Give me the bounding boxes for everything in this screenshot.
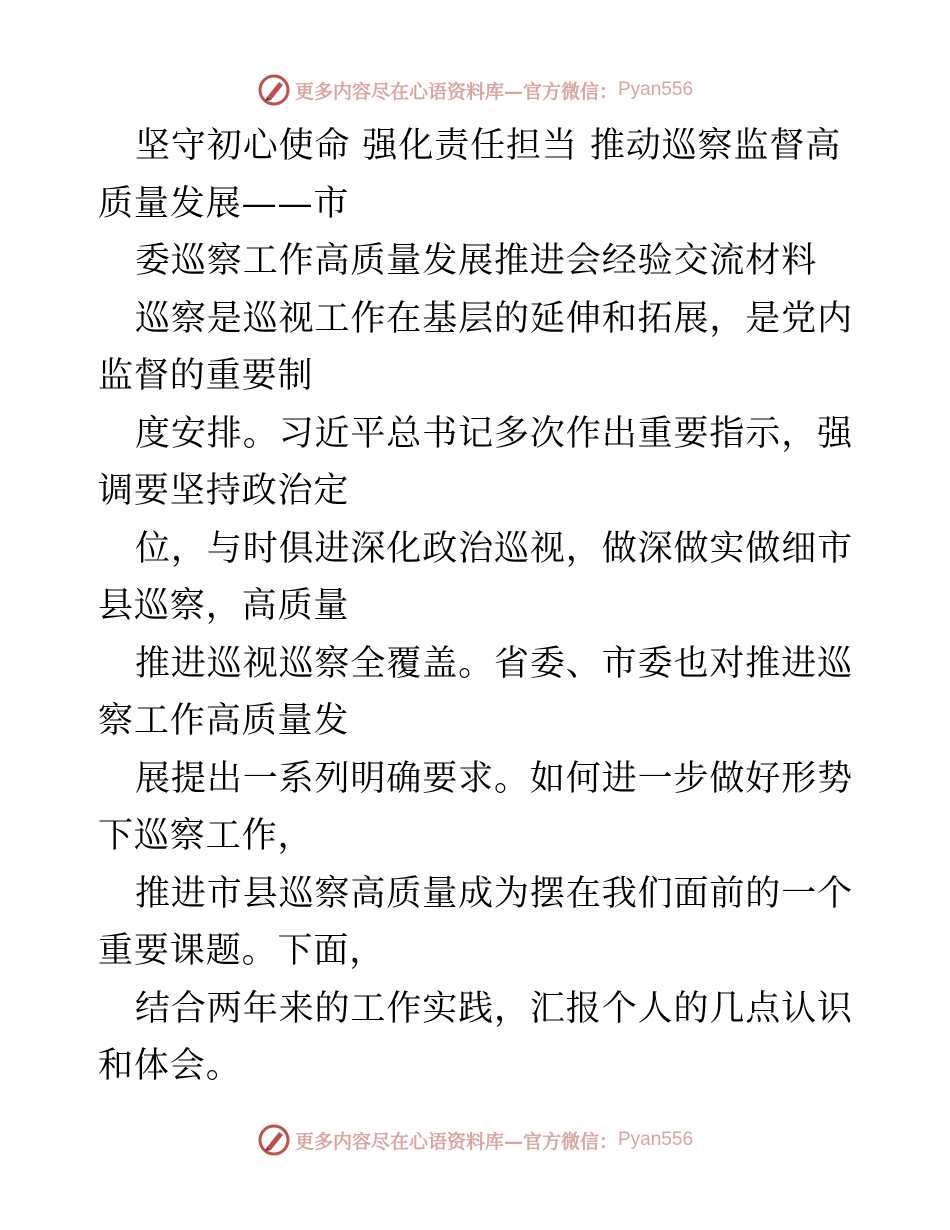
pen-logo-icon	[257, 73, 291, 107]
paragraph-line: 督的重要制	[133, 356, 314, 396]
paragraph-line: 推进巡视巡察全覆盖。省委、市委也对推进巡察	[98, 643, 854, 741]
paragraph-line: 工作高质量发	[133, 701, 350, 741]
paragraph-line: 展提出一系列明确要求。如何进一步做好形势下	[98, 758, 854, 856]
paragraph-line: 巡察，高质量	[133, 586, 350, 626]
paragraph	[98, 291, 858, 406]
paragraph-line: 委巡察工作高质量发展推进会经验交流材料	[135, 241, 818, 281]
paragraph-line: 位，与时俱进深化政治巡视，做深做实做细市县	[98, 528, 854, 626]
paragraph-line: 要课题。下面，	[133, 931, 386, 971]
watermark-wechat-id: Pyan556	[618, 1129, 694, 1150]
watermark-text: 更多内容尽在心语资料库—官方微信：	[294, 80, 618, 103]
paragraph	[98, 233, 858, 291]
paragraph-line: 坚守初心使命 强化责任担当 推动巡察监督高质	[98, 126, 842, 224]
pen-logo-icon	[257, 1123, 291, 1157]
paragraph	[98, 981, 858, 1096]
paragraph	[98, 636, 858, 751]
paragraph	[98, 751, 858, 866]
paragraph-line: 量发展——市	[133, 183, 350, 224]
paragraph	[98, 521, 858, 636]
paragraph-line: 要坚持政治定	[133, 471, 350, 511]
paragraph-line: 巡察工作，	[133, 816, 314, 856]
paragraph-line: 体会。	[133, 1046, 242, 1086]
paragraph	[98, 118, 858, 233]
footer-watermark	[0, 1120, 950, 1160]
watermark-text: 更多内容尽在心语资料库—官方微信：	[294, 1130, 618, 1153]
paragraph-line: 巡察是巡视工作在基层的延伸和拓展，是党内监	[98, 298, 854, 396]
paragraph	[98, 866, 858, 981]
paragraph	[98, 406, 858, 521]
paragraph-line: 度安排。习近平总书记多次作出重要指示，强调	[98, 413, 854, 511]
paragraph-line: 结合两年来的工作实践，汇报个人的几点认识和	[98, 988, 854, 1086]
header-watermark	[0, 70, 950, 110]
watermark-wechat-id: Pyan556	[618, 79, 694, 100]
document-body	[98, 118, 858, 1096]
paragraph-line: 推进市县巡察高质量成为摆在我们面前的一个重	[98, 873, 854, 971]
